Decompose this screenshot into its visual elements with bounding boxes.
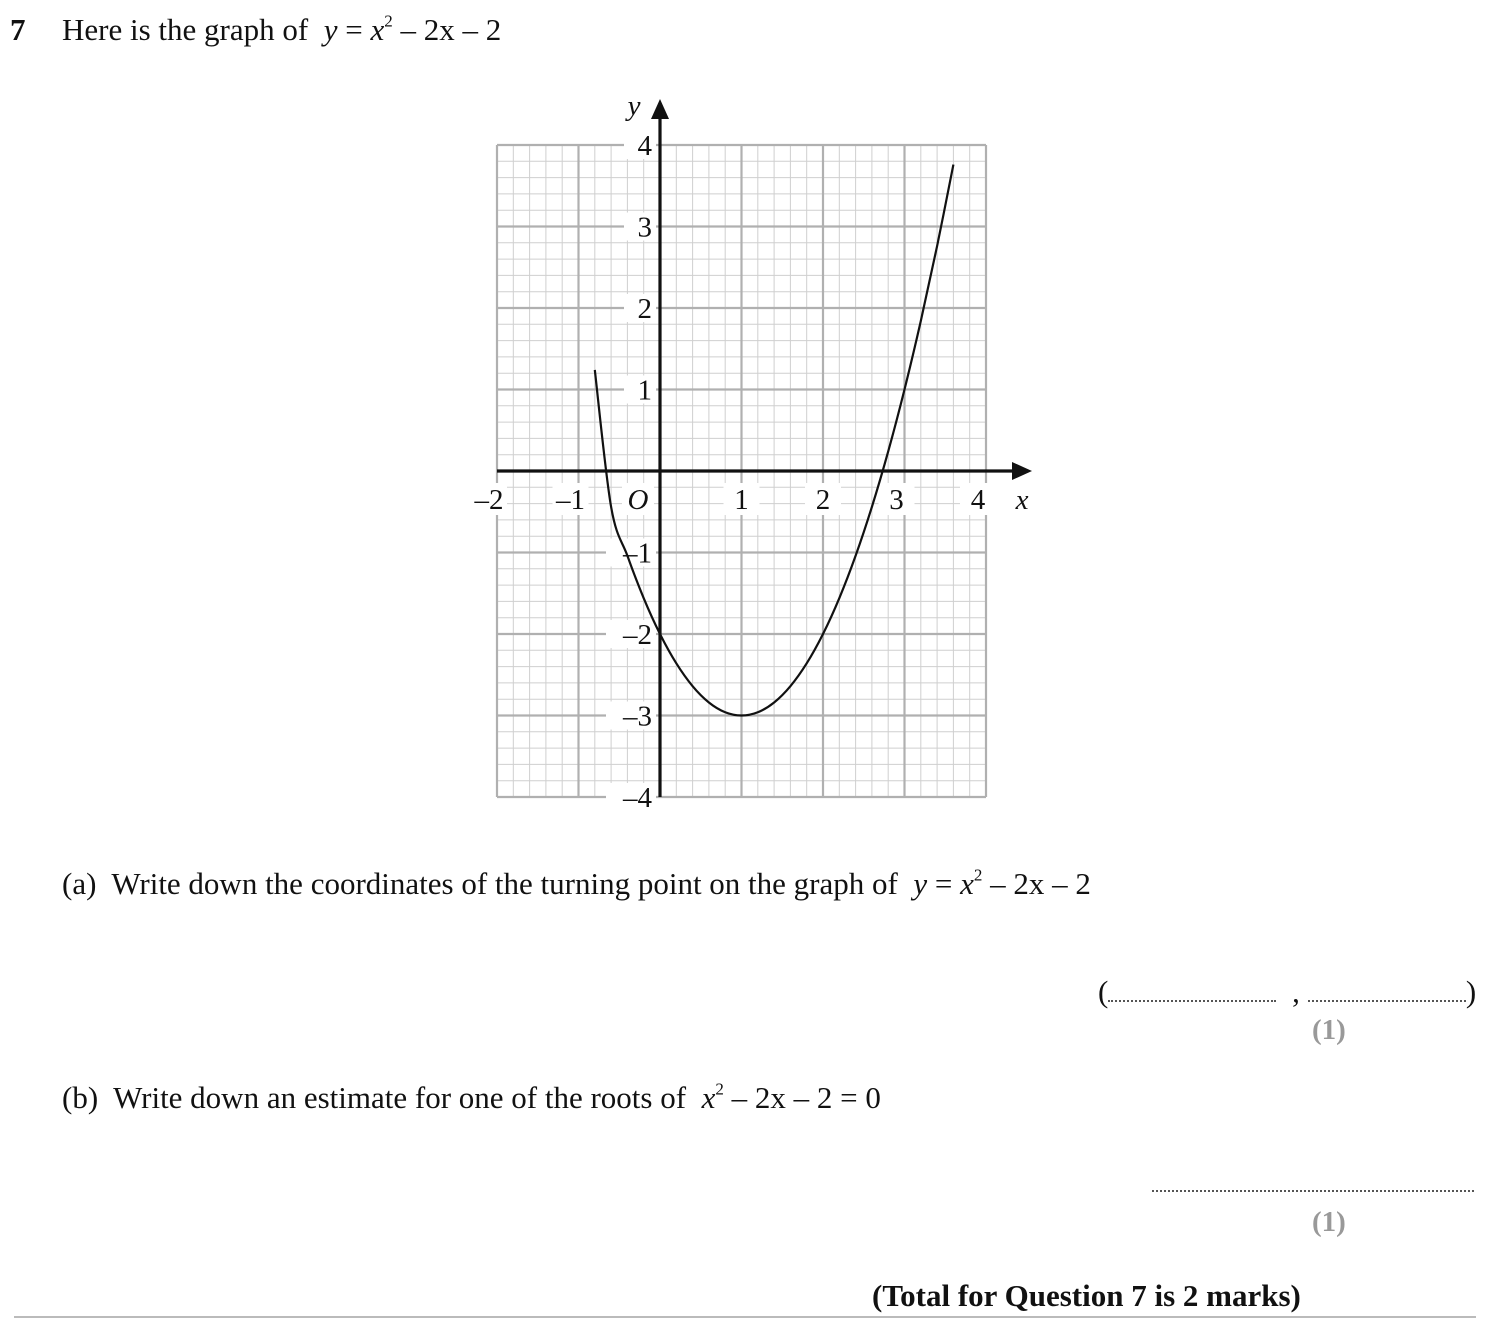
part-b-question: [62, 1080, 881, 1116]
stem-text: Here is the graph of: [62, 12, 309, 47]
part-b-equation-x: x: [701, 1080, 716, 1115]
part-a-answer-line: [1098, 974, 1476, 1010]
answer-y-field[interactable]: [1308, 1000, 1466, 1002]
x-tick-label: 3: [889, 484, 904, 516]
answer-comma: ,: [1292, 974, 1300, 1009]
question-number: 7: [10, 12, 26, 47]
x-tick-label: –1: [556, 484, 585, 516]
answer-open-paren: (: [1098, 974, 1109, 1009]
part-a-equation-eq: =: [927, 866, 961, 901]
y-tick-label: –2: [623, 619, 652, 651]
x-tick-label: 2: [815, 484, 831, 516]
part-a-marks: (1): [1312, 1014, 1346, 1046]
tick-labels: [474, 90, 1029, 814]
stem-equation-rest: – 2x – 2: [392, 12, 502, 47]
stem-equation-exp: 2: [384, 11, 393, 31]
y-tick-label: –1: [623, 537, 652, 570]
part-a-label: (a): [62, 866, 97, 901]
question-total: (Total for Question 7 is 2 marks): [872, 1278, 1301, 1313]
part-b-label: (b): [62, 1080, 99, 1115]
part-b-equation-exp: 2: [715, 1079, 724, 1099]
bottom-rule: [14, 1316, 1476, 1318]
x-tick-label: 1: [734, 484, 749, 516]
part-a-equation-exp: 2: [973, 865, 983, 885]
y-tick-label: 3: [637, 211, 652, 244]
part-a-question: [62, 866, 1091, 902]
y-tick-label: 1: [637, 374, 652, 407]
part-b-answer-field[interactable]: [1152, 1172, 1474, 1192]
y-tick-label: 4: [637, 130, 652, 162]
x-tick-label: 4: [970, 484, 986, 516]
part-a-equation-y: y: [913, 866, 928, 901]
part-a-equation-x: x: [960, 866, 974, 901]
x-axis-label: x: [1015, 484, 1029, 516]
part-a-text: Write down the coordinates of the turning point on the graph of: [111, 866, 898, 901]
y-tick-label: –4: [623, 782, 652, 814]
part-b-equation-rest: – 2x – 2 = 0: [723, 1080, 881, 1115]
part-b-text: Write down an estimate for one of the roots of: [113, 1080, 687, 1115]
answer-x-field[interactable]: [1108, 1000, 1276, 1002]
y-tick-label: –3: [623, 700, 652, 733]
x-tick-label: –2: [474, 484, 504, 516]
x-axis-arrow: [1012, 462, 1032, 480]
origin-label: O: [627, 484, 649, 516]
y-axis-label: y: [627, 90, 641, 122]
stem-equation-y: y: [323, 12, 338, 47]
axes: [497, 99, 1032, 797]
stem-equation-x: x: [370, 12, 385, 47]
part-a-equation-rest: – 2x – 2: [982, 866, 1091, 901]
y-tick-label: 2: [637, 293, 652, 325]
y-axis-arrow: [651, 99, 669, 119]
stem-equation-eq: =: [337, 12, 371, 47]
part-b-marks: (1): [1312, 1206, 1346, 1238]
answer-close-paren: ): [1465, 974, 1477, 1009]
